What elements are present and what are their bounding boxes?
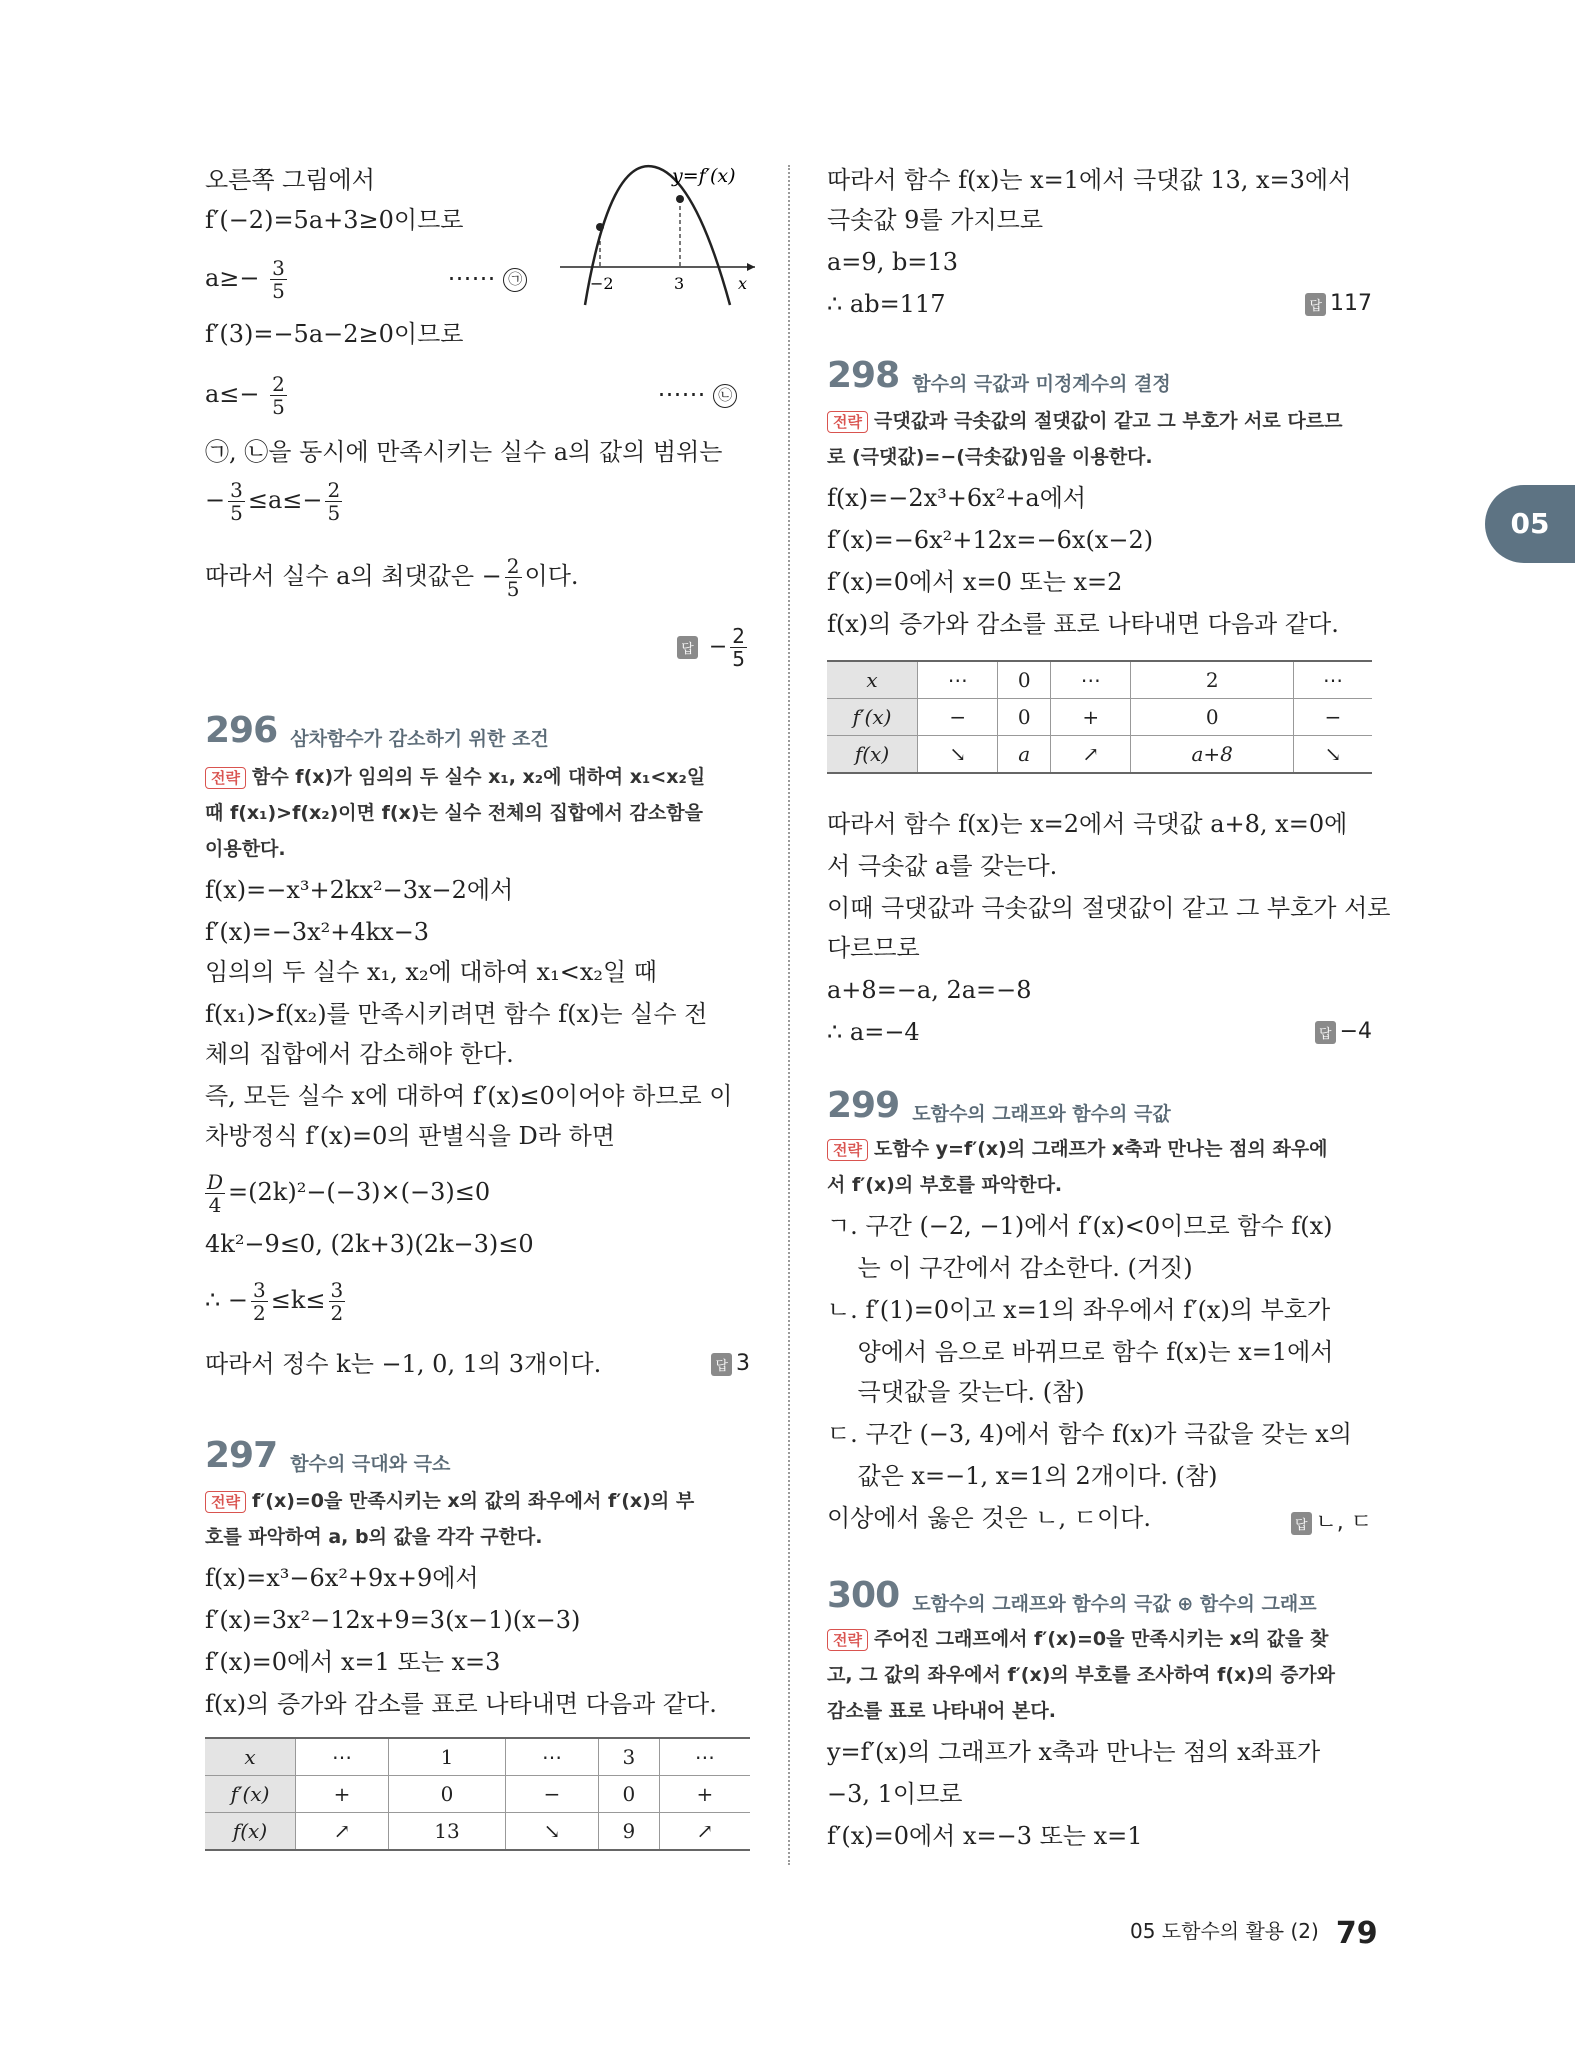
strategy-line — [205, 759, 705, 795]
column-divider — [788, 165, 790, 1865]
curve-label: y=f′(x) — [672, 165, 736, 187]
problem-header — [827, 1575, 1317, 1616]
text-line: f(x)=x³−6x²+9x+9에서 — [205, 1564, 479, 1592]
table-cell: ↘ — [1293, 736, 1372, 774]
strategy-line: 때 f(x₁)>f(x₂)이면 f(x)는 실수 전체의 집합에서 감소함을 — [205, 802, 703, 824]
answer-icon: 답 — [1291, 1512, 1312, 1535]
axis-label: x — [738, 274, 748, 293]
table-cell: ↘ — [918, 736, 998, 774]
text-line: f(x)=−2x³+6x²+a에서 — [827, 484, 1087, 512]
denominator: 5 — [230, 501, 243, 525]
answer-box — [1305, 291, 1372, 316]
inequality-text: a≥− — [205, 264, 260, 292]
conclusion-end: 이다. — [524, 562, 579, 590]
text-line: f(x)=−x³+2kx²−3x−2에서 — [205, 876, 514, 904]
table-cell: 0 — [388, 1776, 505, 1813]
text-line: y=f′(x)의 그래프가 x축과 만나는 점의 x좌표가 — [827, 1738, 1321, 1766]
text-line: 서 극솟값 a를 갖는다. — [827, 852, 1058, 880]
table-cell: ↗ — [659, 1813, 750, 1851]
denominator: 2 — [330, 1301, 344, 1325]
marker-circle: ㉡ — [713, 384, 737, 408]
strategy-line — [827, 403, 1342, 439]
problem-header — [827, 1085, 1171, 1126]
text-line: 차방정식 f′(x)=0의 판별식을 D라 하면 — [205, 1122, 615, 1150]
problem-title: 함수의 극대와 극소 — [290, 1453, 451, 1475]
text-line: a=9, b=13 — [827, 248, 958, 276]
tick-label: 3 — [674, 274, 685, 293]
text-line: 즉, 모든 실수 x에 대하여 f′(x)≤0이어야 하므로 이 — [205, 1082, 733, 1110]
table-cell: + — [1051, 699, 1131, 736]
text-line: 극댓값을 갖는다. (참) — [827, 1378, 1085, 1406]
range-text: ≤a≤− — [247, 486, 323, 514]
text-line: f′(−2)=5a+3≥0이므로 — [205, 206, 464, 234]
table-cell: ↘ — [506, 1813, 599, 1851]
strategy-line: 서 f′(x)의 부호를 파악한다. — [827, 1174, 1063, 1196]
strategy-text: 주어진 그래프에서 f′(x)=0을 만족시키는 x의 값을 찾 — [873, 1628, 1329, 1650]
text-line: f(x₁)>f(x₂)를 만족시키려면 함수 f(x)는 실수 전 — [205, 1000, 708, 1028]
table-cell: f(x) — [205, 1813, 296, 1851]
problem-title: 삼차함수가 감소하기 위한 조건 — [290, 728, 549, 750]
strategy-text: 도함수 y=f′(x)의 그래프가 x축과 만나는 점의 좌우에 — [873, 1138, 1328, 1160]
strategy-badge: 전략 — [827, 1629, 868, 1651]
table-cell: 0 — [598, 1776, 659, 1813]
text-line: f(x)의 증가와 감소를 표로 나타내면 다음과 같다. — [827, 610, 1339, 638]
numerator: 2 — [506, 554, 520, 578]
table-cell: 0 — [998, 699, 1051, 736]
problem-header — [827, 355, 1171, 396]
table-cell: ⋯ — [506, 1738, 599, 1776]
point — [596, 223, 604, 231]
table-cell: f(x) — [827, 736, 918, 774]
text-line: f′(x)=−3x²+4kx−3 — [205, 918, 430, 946]
text-line: 오른쪽 그림에서 — [205, 166, 375, 194]
tick-label: −2 — [590, 274, 614, 293]
table-cell: ↗ — [1051, 736, 1131, 774]
point — [676, 195, 684, 203]
inequality-text: a≤− — [205, 380, 260, 408]
x-axis-arrow — [747, 263, 755, 271]
text-line: ㄱ. 구간 (−2, −1)에서 f′(x)<0이므로 함수 f(x) — [827, 1212, 1333, 1240]
range-sign: − — [205, 486, 226, 514]
text-line: 이때 극댓값과 극솟값의 절댓값이 같고 그 부호가 서로 — [827, 894, 1391, 922]
text-line: ㄷ. 구간 (−3, 4)에서 함수 f(x)가 극값을 갖는 x의 — [827, 1420, 1352, 1448]
denominator: 4 — [208, 1193, 222, 1217]
table-cell: a — [998, 736, 1051, 774]
text-line — [205, 1279, 348, 1324]
problem-number: 296 — [205, 710, 278, 751]
strategy-line: 호를 파악하여 a, b의 값을 각각 구한다. — [205, 1526, 543, 1548]
table-cell: ⋯ — [296, 1738, 389, 1776]
text-line: f′(x)=0에서 x=−3 또는 x=1 — [827, 1822, 1143, 1850]
numerator: 3 — [272, 256, 285, 280]
strategy-line — [827, 1131, 1328, 1167]
table-cell: ⋯ — [1293, 661, 1372, 699]
answer-box — [677, 625, 750, 670]
text-line — [205, 555, 579, 600]
problem-title: 함수의 극값과 미정계수의 결정 — [912, 373, 1171, 395]
text-line: 값은 x=−1, x=1의 2개이다. (참) — [827, 1462, 1218, 1490]
table-row — [205, 1813, 750, 1851]
denominator: 2 — [253, 1301, 266, 1325]
text-line: 임의의 두 실수 x₁, x₂에 대하여 x₁<x₂일 때 — [205, 958, 657, 986]
answer-value: −4 — [1339, 1019, 1372, 1044]
table-cell: ↗ — [296, 1813, 389, 1851]
answer-sign: − — [708, 634, 728, 660]
answer-box — [711, 1351, 750, 1376]
denominator: 5 — [272, 395, 285, 419]
table-cell: x — [827, 661, 918, 699]
problem-title: 도함수의 그래프와 함수의 극값 ⊕ 함수의 그래프 — [912, 1593, 1317, 1615]
table-cell: + — [659, 1776, 750, 1813]
text-line: ㉠, ㉡을 동시에 만족시키는 실수 a의 값의 범위는 — [205, 438, 723, 466]
table-cell: ⋯ — [1051, 661, 1131, 699]
text-line: f′(x)=−6x²+12x=−6x(x−2) — [827, 526, 1154, 554]
table-cell: 3 — [598, 1738, 659, 1776]
denominator: 5 — [506, 577, 520, 601]
table-cell: ⋯ — [918, 661, 998, 699]
conclusion-text: 따라서 실수 a의 최댓값은 − — [205, 562, 502, 590]
table-cell: f′(x) — [827, 699, 918, 736]
table-cell: x — [205, 1738, 296, 1776]
table-cell: 13 — [388, 1813, 505, 1851]
text-line: −3, 1이므로 — [827, 1780, 963, 1808]
table-cell: 9 — [598, 1813, 659, 1851]
numerator: 2 — [327, 478, 341, 502]
answer-icon: 답 — [1315, 1021, 1336, 1044]
numerator: D — [207, 1170, 224, 1194]
text-line: 따라서 함수 f(x)는 x=2에서 극댓값 a+8, x=0에 — [827, 810, 1348, 838]
page-footer — [1130, 1915, 1378, 1951]
range-text: ≤k≤ — [270, 1286, 326, 1314]
text-line: ㄴ. f′(1)=0이고 x=1의 좌우에서 f′(x)의 부호가 — [827, 1296, 1331, 1324]
fraction — [329, 1279, 346, 1324]
text-line: 4k²−9≤0, (2k+3)(2k−3)≤0 — [205, 1230, 534, 1258]
numerator: 2 — [732, 624, 745, 648]
variation-table — [205, 1737, 750, 1851]
table-cell: 2 — [1131, 661, 1293, 699]
problem-number: 297 — [205, 1435, 278, 1476]
problem-header — [205, 710, 549, 751]
table-cell: − — [918, 699, 998, 736]
derivative-graph — [560, 155, 760, 315]
fraction — [270, 373, 287, 418]
answer-icon: 답 — [1305, 293, 1326, 316]
marker-circle: ㉠ — [503, 268, 527, 292]
strategy-text: 극댓값과 극솟값의 절댓값이 같고 그 부호가 서로 다르므 — [873, 410, 1343, 432]
problem-title: 도함수의 그래프와 함수의 극값 — [912, 1103, 1171, 1125]
fraction — [505, 555, 522, 600]
fraction — [270, 257, 287, 302]
page-number: 79 — [1335, 1916, 1378, 1951]
table-cell: f′(x) — [205, 1776, 296, 1813]
numerator: 2 — [272, 372, 285, 396]
strategy-line: 감소를 표로 나타내어 본다. — [827, 1700, 1056, 1722]
answer-value: ㄴ, ㄷ — [1315, 1510, 1372, 1535]
text-line: 따라서 함수 f(x)는 x=1에서 극댓값 13, x=3에서 — [827, 166, 1352, 194]
table-row — [205, 1738, 750, 1776]
chapter-tab: 05 — [1485, 485, 1575, 563]
strategy-line: 고, 그 값의 좌우에서 f′(x)의 부호를 조사하여 f(x)의 증가와 — [827, 1664, 1336, 1686]
text-line — [205, 1171, 490, 1216]
numerator: 3 — [253, 1278, 266, 1302]
answer-value: 117 — [1330, 291, 1372, 316]
strategy-badge: 전략 — [205, 1491, 246, 1513]
table-cell: + — [296, 1776, 389, 1813]
denominator: 5 — [272, 279, 285, 303]
text-line — [205, 373, 737, 418]
answer-value: 3 — [736, 1351, 750, 1376]
denominator: 5 — [327, 501, 341, 525]
text-line: 따라서 정수 k는 −1, 0, 1의 3개이다. — [205, 1350, 602, 1378]
text-line: f(x)의 증가와 감소를 표로 나타내면 다음과 같다. — [205, 1690, 717, 1718]
dots: ⋯⋯ — [657, 380, 706, 408]
range-line — [205, 479, 345, 524]
table-cell: − — [1293, 699, 1372, 736]
table-cell: 0 — [1131, 699, 1293, 736]
numerator: 3 — [330, 1278, 344, 1302]
text-line: 양에서 음으로 바뀌므로 함수 f(x)는 x=1에서 — [827, 1338, 1334, 1366]
discriminant-text: =(2k)²−(−3)×(−3)≤0 — [228, 1178, 491, 1206]
dots: ⋯⋯ — [447, 264, 496, 292]
fraction — [325, 479, 342, 524]
answer-box — [1315, 1019, 1372, 1044]
problem-number: 298 — [827, 355, 900, 396]
problem-header — [205, 1435, 450, 1476]
text-line: 극솟값 9를 가지므로 — [827, 206, 1043, 234]
chapter-label: 05 도함수의 활용 (2) — [1130, 1919, 1319, 1943]
denominator: 5 — [732, 647, 745, 671]
strategy-badge: 전략 — [827, 1139, 868, 1161]
table-cell: − — [506, 1776, 599, 1813]
table-row — [205, 1776, 750, 1813]
problem-number: 299 — [827, 1085, 900, 1126]
therefore-text: ∴ − — [205, 1286, 249, 1314]
table-row — [827, 736, 1372, 774]
strategy-badge: 전략 — [205, 767, 246, 789]
problem-number: 300 — [827, 1575, 900, 1616]
text-line: f′(3)=−5a−2≥0이므로 — [205, 320, 464, 348]
text-line: 다르므로 — [827, 934, 920, 962]
table-row — [827, 661, 1372, 699]
numerator: 3 — [230, 478, 243, 502]
text-line — [205, 257, 527, 302]
strategy-line — [205, 1483, 694, 1519]
strategy-line — [827, 1621, 1328, 1657]
variation-table — [827, 660, 1372, 774]
text-line: ∴ a=−4 — [827, 1018, 920, 1046]
table-cell: ⋯ — [659, 1738, 750, 1776]
strategy-line: 로 (극댓값)=−(극솟값)임을 이용한다. — [827, 446, 1153, 468]
text-line: 체의 집합에서 감소해야 한다. — [205, 1040, 514, 1068]
fraction — [228, 479, 245, 524]
text-line: ∴ ab=117 — [827, 290, 946, 318]
text-line: f′(x)=0에서 x=1 또는 x=3 — [205, 1648, 501, 1676]
text-line: f′(x)=0에서 x=0 또는 x=2 — [827, 568, 1123, 596]
strategy-badge: 전략 — [827, 411, 868, 433]
strategy-text: 함수 f(x)가 임의의 두 실수 x₁, x₂에 대하여 x₁<x₂일 — [251, 766, 706, 788]
text-line: f′(x)=3x²−12x+9=3(x−1)(x−3) — [205, 1606, 581, 1634]
answer-icon: 답 — [711, 1353, 732, 1376]
table-row — [827, 699, 1372, 736]
text-line: a+8=−a, 2a=−8 — [827, 976, 1032, 1004]
fraction — [251, 1279, 268, 1324]
table-cell: a+8 — [1131, 736, 1293, 774]
strategy-line: 이용한다. — [205, 838, 286, 860]
strategy-text: f′(x)=0을 만족시키는 x의 값의 좌우에서 f′(x)의 부 — [251, 1490, 695, 1512]
text-line: 이상에서 옳은 것은 ㄴ, ㄷ이다. — [827, 1504, 1151, 1532]
fraction — [205, 1171, 225, 1216]
answer-icon: 답 — [677, 636, 698, 659]
table-cell: 1 — [388, 1738, 505, 1776]
answer-box — [1291, 1505, 1372, 1536]
table-cell: 0 — [998, 661, 1051, 699]
fraction — [730, 625, 747, 670]
text-line: 는 이 구간에서 감소한다. (거짓) — [827, 1254, 1193, 1282]
